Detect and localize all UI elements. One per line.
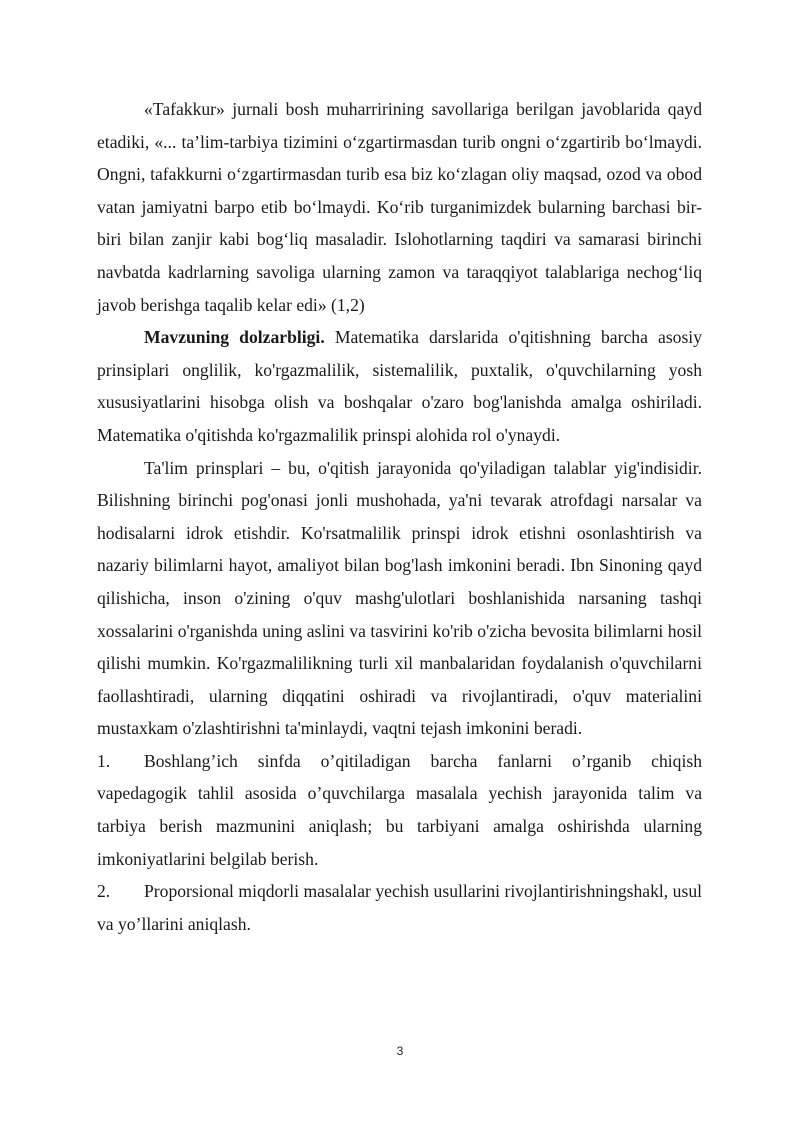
list-item	[97, 875, 702, 940]
list-item-text: Proporsional miqdorli masalalar yechish usullarini rivojlantirishningshakl, usul va yo’llarini aniqlash.	[97, 881, 702, 934]
list-item	[97, 745, 702, 875]
paragraph-text: Matematika darslarida o'qitishning barcha asosiy prinsiplari onglilik, ko'rgazmalilik, sistemalilik, puxtalik, o'quvchilarning yosh xususiyatlarini hisobga olish va boshqalar o'zaro bog'lanishda amalga oshiriladi. Matematika o'qitishda ko'rgazmalilik prinspi alohida rol o'ynaydi.	[97, 327, 702, 445]
list-item-text: Boshlang’ich sinfda o’qitiladigan barcha fanlarni o’rganib chiqish vapedagogik tahlil asosida o’quvchilarga masalala yechish jarayonida talim va tarbiya berish mazmunini aniqlash; bu tarbiyani amalga oshirishda ularning imkoniyatlarini belgilab berish.	[97, 750, 702, 869]
paragraph-tafakkur	[97, 93, 702, 321]
paragraph-principles	[97, 452, 702, 745]
page-number: 3	[396, 1044, 404, 1058]
list-item-number: 1.	[97, 750, 111, 771]
paragraph-relevance	[97, 321, 702, 451]
list-item-number: 2.	[97, 881, 111, 902]
paragraph-text: «Tafakkur» jurnali bosh muharririning savollariga berilgan javoblarida qayd etadiki, «... ta’lim-tarbiya tizimini o‘zgartirmasdan turib ongni o‘zgartirib bo‘lmaydi. Ongni, tafakkurni o‘zgartirmasdan turib esa biz ko‘zlagan oliy maqsad, ozod va obod vatan jamiyatni barpo etib bo‘lmaydi. Ko‘rib turganimizdek bularning barchasi bir-biri bilan zanjir kabi bog‘liq masaladir. Islohotlarning taqdiri va samarasi birinchi navbatda kadrlarning savoliga ularning zamon va taraqqiyot talablariga nechog‘liq javob berishga taqalib kelar edi» (1,2)	[97, 99, 702, 315]
paragraph-text: Ta'lim prinsplari – bu, o'qitish jarayonida qo'yiladigan talablar yig'indisidir. Bilishning birinchi pog'onasi jonli mushohada, ya'ni tevarak atrofdagi narsalar va hodisalarni idrok etishdir. Ko'rsatmalilik prinspi idrok etishni osonlashtirish va nazariy bilimlarni hayot, amaliyot bilan bog'lash imkonini beradi. Ibn Sinoning qayd qilishicha, inson o'zining o'quv mashg'ulotlari boshlanishida narsaning tashqi xossalarini o'rganishda uning aslini va tasvirini ko'rib o'zicha bevosita bilimlarni hosil qilishi mumkin. Ko'rgazmalilikning turli xil manbalaridan foydalanish o'quvchilarni faollashtiradi, ularning diqqatini oshiradi va rivojlantiradi, o'quv materialini mustaxkam o'zlashtirishni ta'minlaydi, vaqtni tejash imkonini beradi.	[97, 457, 702, 739]
document-body	[97, 93, 702, 940]
paragraph-bold-lead: Mavzuning dolzarbligi.	[144, 327, 325, 348]
